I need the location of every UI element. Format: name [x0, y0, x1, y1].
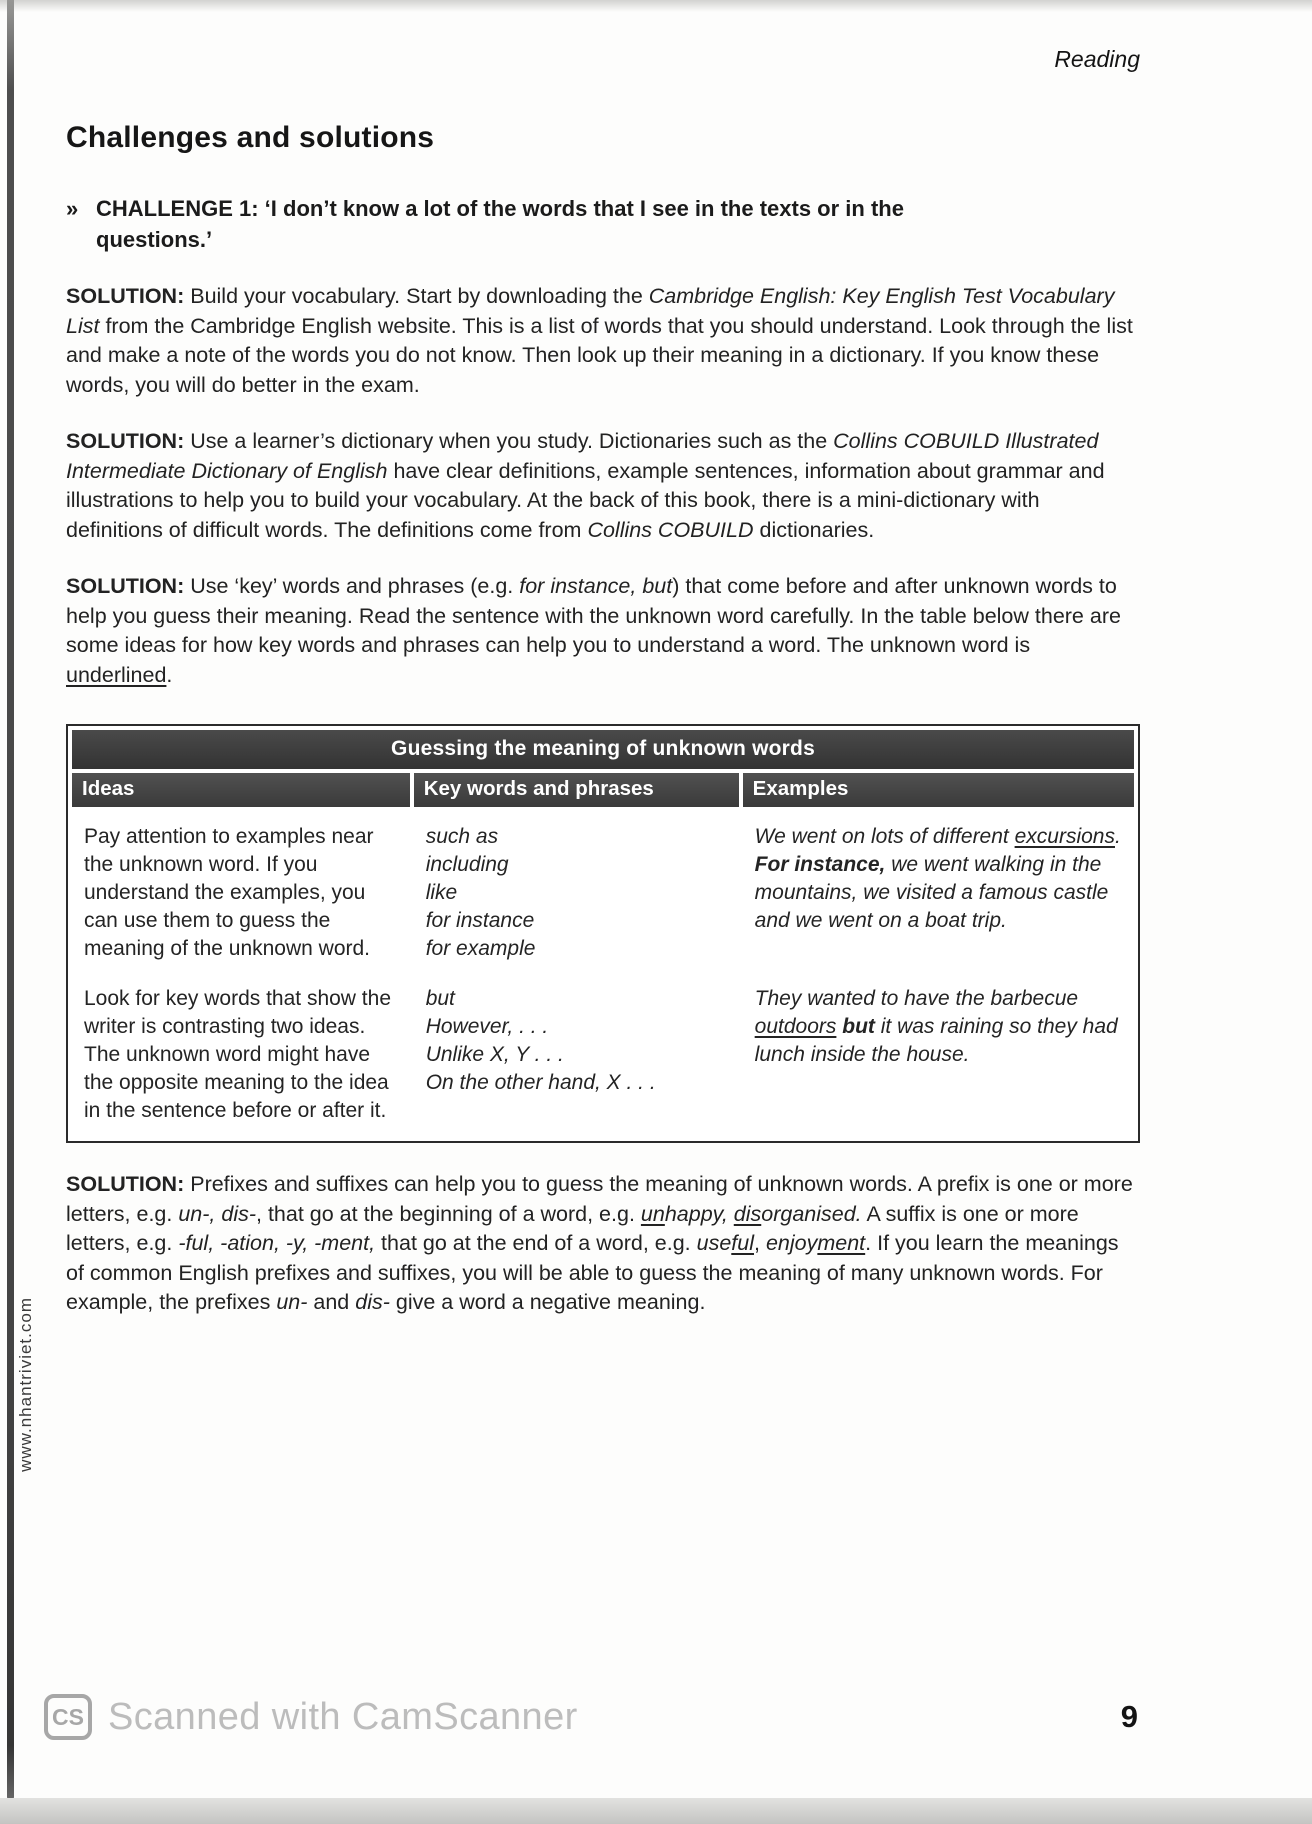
page-title: Challenges and solutions [66, 121, 435, 154]
column-header-examples: Examples [743, 773, 1134, 807]
page-number: 9 [1120, 1699, 1138, 1734]
keywords-cell [414, 983, 739, 1127]
column-header-keywords: Key words and phrases [414, 773, 739, 807]
table-row [72, 975, 1134, 1137]
keyword-item: for example [425, 937, 536, 960]
keyword-item: including [425, 853, 509, 876]
ideas-cell: Look for key words that show the writer is contrasting two ideas. The unknown word might have the opposite meaning to the idea in the sentence before or after it. [84, 987, 391, 1122]
publisher-url-vertical: www.nhantriviet.com [16, 1297, 35, 1472]
challenge-bullet-marker: » [66, 196, 79, 221]
table-header-row [72, 773, 1134, 807]
keyword-item: However, . . . [425, 1015, 549, 1038]
footer-bar [44, 1694, 1144, 1740]
challenge-text: CHALLENGE 1: ‘I don’t know a lot of the words that I see in the texts or in the questions.’ [96, 196, 904, 252]
camscanner-logo-text: CS [52, 1703, 84, 1730]
keyword-item: like [425, 881, 458, 904]
column-header-ideas: Ideas [72, 773, 410, 807]
scan-bottom-shadow [0, 1798, 1312, 1824]
guessing-meaning-table [66, 724, 1140, 1143]
examples-cell: We went on lots of different excursions. For instance, we went walking in the mountains, we visited a famous castle and we went on a boat trip. [754, 825, 1121, 932]
scan-left-edge-artifact [7, 0, 14, 1800]
camscanner-logo-icon [44, 1694, 92, 1740]
solution-paragraph-4: SOLUTION: Prefixes and suffixes can help you to guess the meaning of unknown words. A prefix is one or more letters, e.g. un-, dis-, that go at the beginning of a word, e.g. unhappy, disorganised. A suffix is one or more letters, e.g. -ful, -ation, -y, -ment, that go at the end of a word, e.g. useful, enjoyment. If you learn the meanings of common English prefixes and suffixes, you will be able to guess the meaning of many unknown words. For example, the prefixes un- and dis- give a word a negative meaning. [66, 1172, 1133, 1314]
table-title: Guessing the meaning of unknown words [72, 730, 1134, 769]
keywords-cell [414, 821, 739, 965]
keyword-item: On the other hand, X . . . [425, 1071, 656, 1094]
keyword-item: such as [425, 825, 499, 848]
examples-cell: They wanted to have the barbecue outdoors but it was raining so they had lunch inside the house. [754, 987, 1118, 1066]
solution-paragraph-2: SOLUTION: Use a learner’s dictionary when you study. Dictionaries such as the Collins COBUILD Illustrated Intermediate Dictionary of English have clear definitions, example sentences, information about grammar and illustrations to help you to build your vocabulary. At the back of this book, there is a mini-dictionary with definitions of difficult words. The definitions come from Collins COBUILD dictionaries. [66, 429, 1105, 542]
keyword-item: Unlike X, Y . . . [425, 1043, 564, 1066]
page-content [66, 0, 1140, 1318]
running-head: Reading [1054, 46, 1140, 72]
keyword-item: but [425, 987, 455, 1010]
camscanner-watermark: Scanned with CamScanner [108, 1695, 578, 1738]
solution-paragraph-3: SOLUTION: Use ‘key’ words and phrases (e.g. for instance, but) that come before and after unknown words to help you guess their meaning. Read the sentence with the unknown word carefully. In the table below there are some ideas for how key words and phrases can help you to understand a word. The unknown word is underlined. [66, 574, 1121, 687]
keyword-item: for instance [425, 909, 535, 932]
challenge-heading [66, 193, 1140, 255]
solution-paragraph-1: SOLUTION: Build your vocabulary. Start by downloading the Cambridge English: Key English Test Vocabulary List from the Cambridge English website. This is a list of words that you should understand. Look through the list and make a note of the words you do not know. Then look up their meaning in a dictionary. If you know these words, you will do better in the exam. [66, 284, 1133, 397]
table-row [72, 807, 1134, 975]
ideas-cell: Pay attention to examples near the unknown word. If you understand the examples, you can use them to guess the meaning of the unknown word. [84, 825, 374, 960]
